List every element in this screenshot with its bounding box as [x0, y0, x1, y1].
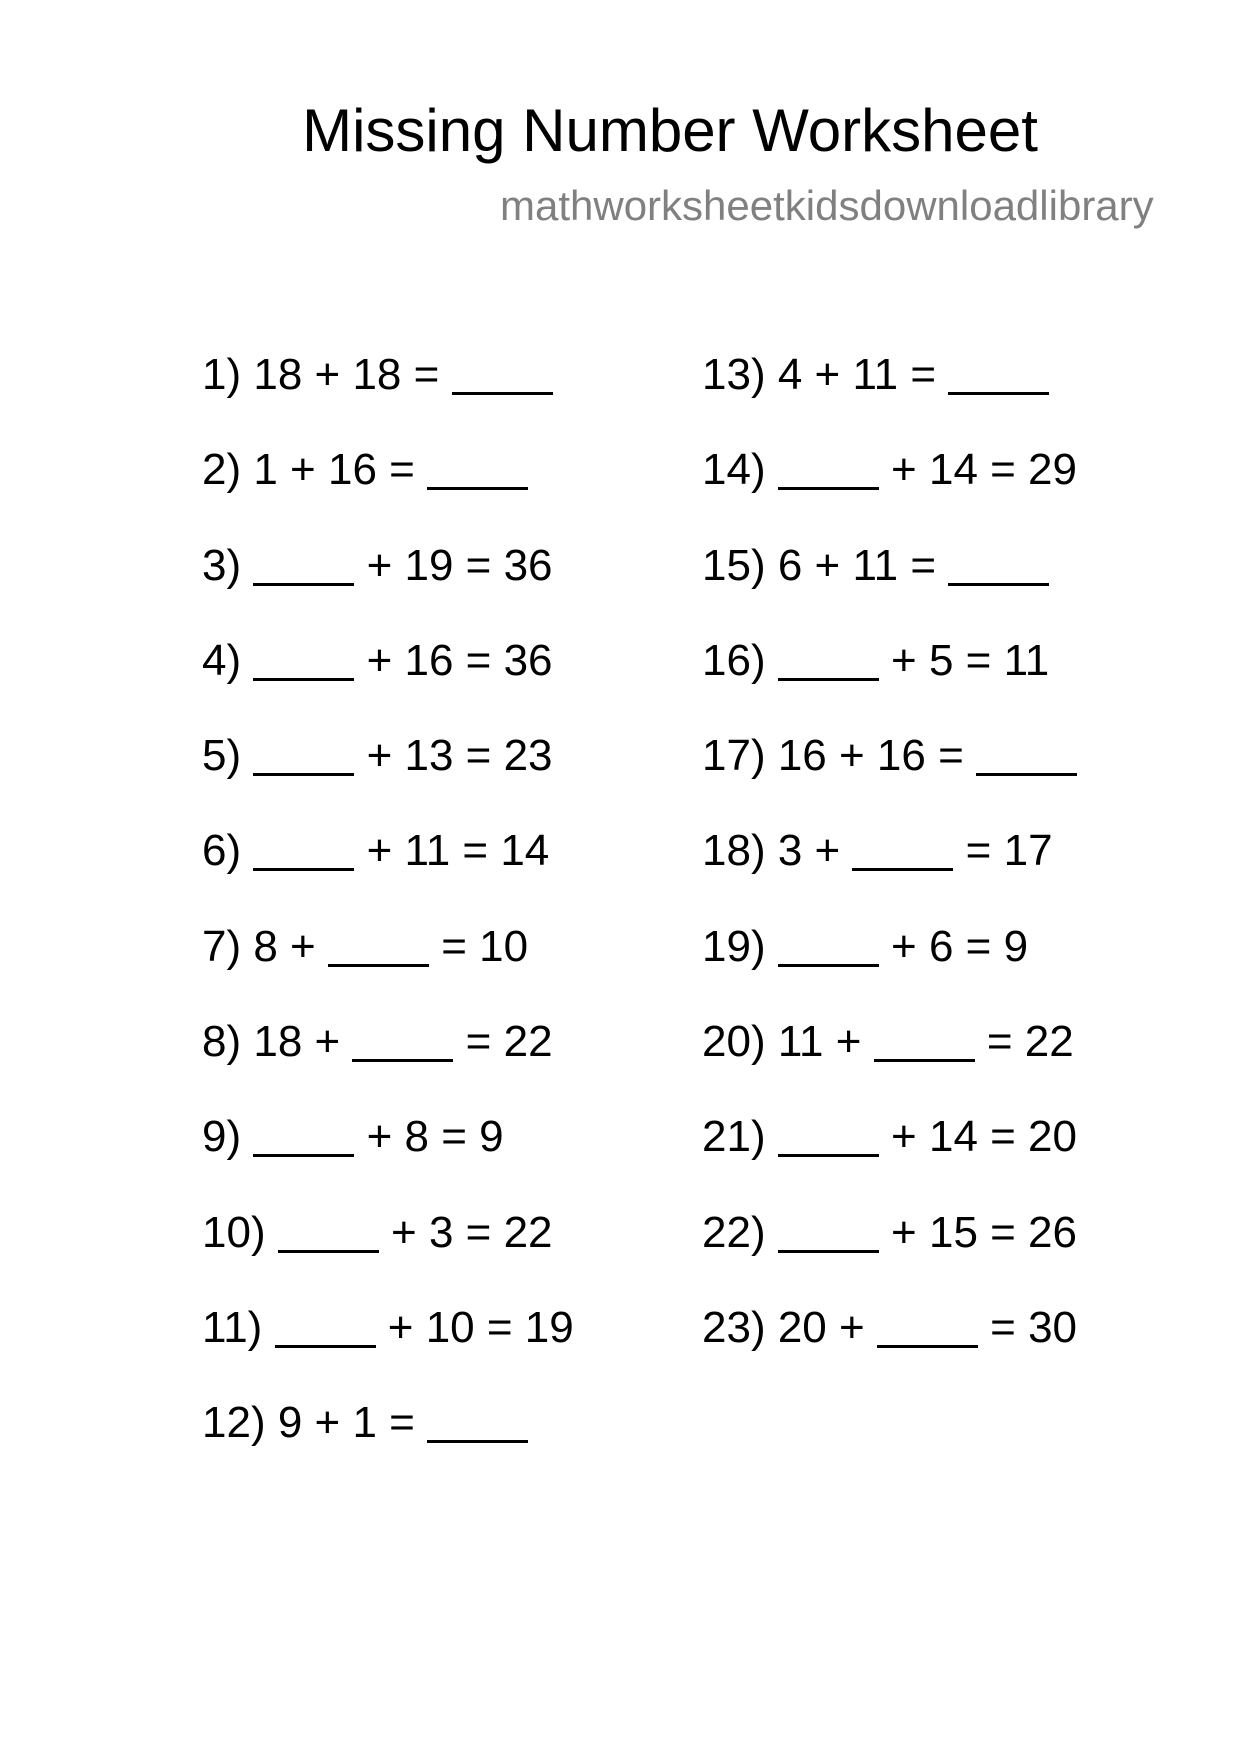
- problem-item: [702, 634, 1077, 729]
- problem-suffix: + 11 = 14: [354, 826, 550, 876]
- problem-suffix: + 6 = 9: [878, 921, 1029, 971]
- problem-number: 8): [202, 1017, 242, 1067]
- problem-item: [202, 1110, 574, 1205]
- problem-item: [702, 729, 1077, 824]
- problem-number: 18): [702, 826, 766, 876]
- problem-number: 7): [202, 921, 242, 971]
- problem-item: [202, 539, 574, 634]
- answer-blank[interactable]: [253, 1114, 354, 1157]
- problem-item: [702, 443, 1077, 538]
- problem-number: 16): [702, 635, 766, 685]
- answer-blank[interactable]: [253, 543, 354, 586]
- answer-blank[interactable]: [278, 1210, 379, 1253]
- answer-blank[interactable]: [427, 447, 528, 490]
- page-title: Missing Number Worksheet: [302, 97, 1038, 164]
- problem-item: [702, 1110, 1077, 1205]
- problem-number: 5): [202, 731, 242, 781]
- problem-suffix: + 15 = 26: [878, 1207, 1077, 1257]
- answer-blank[interactable]: [778, 1114, 879, 1157]
- problem-suffix: = 10: [428, 921, 529, 971]
- problem-item: [202, 1015, 574, 1110]
- problem-column-left: [202, 348, 574, 1492]
- problem-suffix: + 19 = 36: [354, 540, 553, 590]
- answer-blank[interactable]: [253, 638, 354, 681]
- answer-blank[interactable]: [877, 1305, 978, 1348]
- problem-number: 4): [202, 635, 242, 685]
- problem-prefix: 16 + 16 =: [777, 731, 976, 781]
- answer-blank[interactable]: [778, 1210, 879, 1253]
- answer-blank[interactable]: [778, 638, 879, 681]
- problem-number: 20): [702, 1017, 766, 1067]
- problem-number: 11): [202, 1302, 263, 1352]
- problem-item: [702, 348, 1077, 443]
- problem-item: [702, 539, 1077, 634]
- problem-number: 23): [702, 1302, 766, 1352]
- problem-number: 9): [202, 1112, 242, 1162]
- problem-number: 13): [702, 350, 766, 399]
- answer-blank[interactable]: [253, 828, 354, 871]
- problem-suffix: + 10 = 19: [375, 1302, 574, 1352]
- problem-number: 19): [702, 921, 766, 971]
- problem-prefix: 20 +: [777, 1302, 877, 1352]
- answer-blank[interactable]: [328, 924, 429, 967]
- problem-number: 22): [702, 1207, 766, 1257]
- answer-blank[interactable]: [452, 352, 553, 395]
- problem-item: [702, 824, 1077, 919]
- problem-suffix: + 3 = 22: [378, 1207, 553, 1257]
- problem-item: [202, 348, 574, 443]
- problem-number: 3): [202, 540, 242, 590]
- answer-blank[interactable]: [948, 352, 1049, 395]
- problem-item: [702, 1015, 1077, 1110]
- problem-number: 17): [702, 731, 766, 781]
- answer-blank[interactable]: [874, 1019, 975, 1062]
- answer-blank[interactable]: [778, 924, 879, 967]
- problem-prefix: 18 +: [253, 1017, 353, 1067]
- problem-number: 2): [202, 445, 242, 495]
- problem-item: [202, 443, 574, 538]
- problem-prefix: 3 +: [777, 826, 853, 876]
- problem-number: 1): [202, 350, 242, 399]
- problem-suffix: = 17: [953, 826, 1053, 876]
- problem-item: [202, 1301, 574, 1396]
- problem-item: [702, 920, 1077, 1015]
- problem-item: [202, 1206, 574, 1301]
- problem-suffix: + 14 = 20: [878, 1112, 1077, 1162]
- problem-number: 6): [202, 826, 242, 876]
- problem-item: [202, 824, 574, 919]
- answer-blank[interactable]: [427, 1400, 528, 1443]
- problem-number: 12): [202, 1398, 266, 1448]
- problem-prefix: 11 +: [777, 1017, 874, 1067]
- problem-number: 21): [702, 1112, 766, 1162]
- problem-prefix: 9 + 1 =: [277, 1398, 428, 1448]
- problem-prefix: 6 + 11 =: [777, 540, 949, 590]
- problem-prefix: 8 +: [253, 921, 328, 971]
- problem-suffix: = 22: [974, 1017, 1074, 1067]
- problem-column-right: [702, 348, 1077, 1396]
- answer-blank[interactable]: [352, 1019, 453, 1062]
- problem-prefix: 18 + 18 =: [253, 350, 452, 399]
- problem-item: [702, 1301, 1077, 1396]
- problem-item: [702, 1206, 1077, 1301]
- problem-item: [202, 634, 574, 729]
- answer-blank[interactable]: [852, 828, 953, 871]
- problem-prefix: 4 + 11 =: [777, 350, 949, 399]
- answer-blank[interactable]: [253, 733, 354, 776]
- problem-suffix: + 8 = 9: [354, 1112, 504, 1162]
- site-watermark: mathworksheetkidsdownloadlibrary: [500, 182, 1154, 229]
- problem-number: 14): [702, 445, 766, 495]
- problem-suffix: = 30: [977, 1302, 1078, 1352]
- problem-suffix: + 14 = 29: [878, 445, 1077, 495]
- answer-blank[interactable]: [976, 733, 1077, 776]
- answer-blank[interactable]: [778, 447, 879, 490]
- problem-item: [202, 1396, 574, 1491]
- answer-blank[interactable]: [275, 1305, 376, 1348]
- problem-number: 10): [202, 1207, 266, 1257]
- problem-suffix: + 5 = 11: [878, 635, 1050, 685]
- problem-suffix: + 16 = 36: [354, 635, 553, 685]
- answer-blank[interactable]: [948, 543, 1049, 586]
- problem-suffix: + 13 = 23: [354, 731, 553, 781]
- problem-item: [202, 729, 574, 824]
- problem-suffix: = 22: [453, 1017, 553, 1067]
- problem-item: [202, 920, 574, 1015]
- problem-prefix: 1 + 16 =: [253, 445, 428, 495]
- problem-number: 15): [702, 540, 766, 590]
